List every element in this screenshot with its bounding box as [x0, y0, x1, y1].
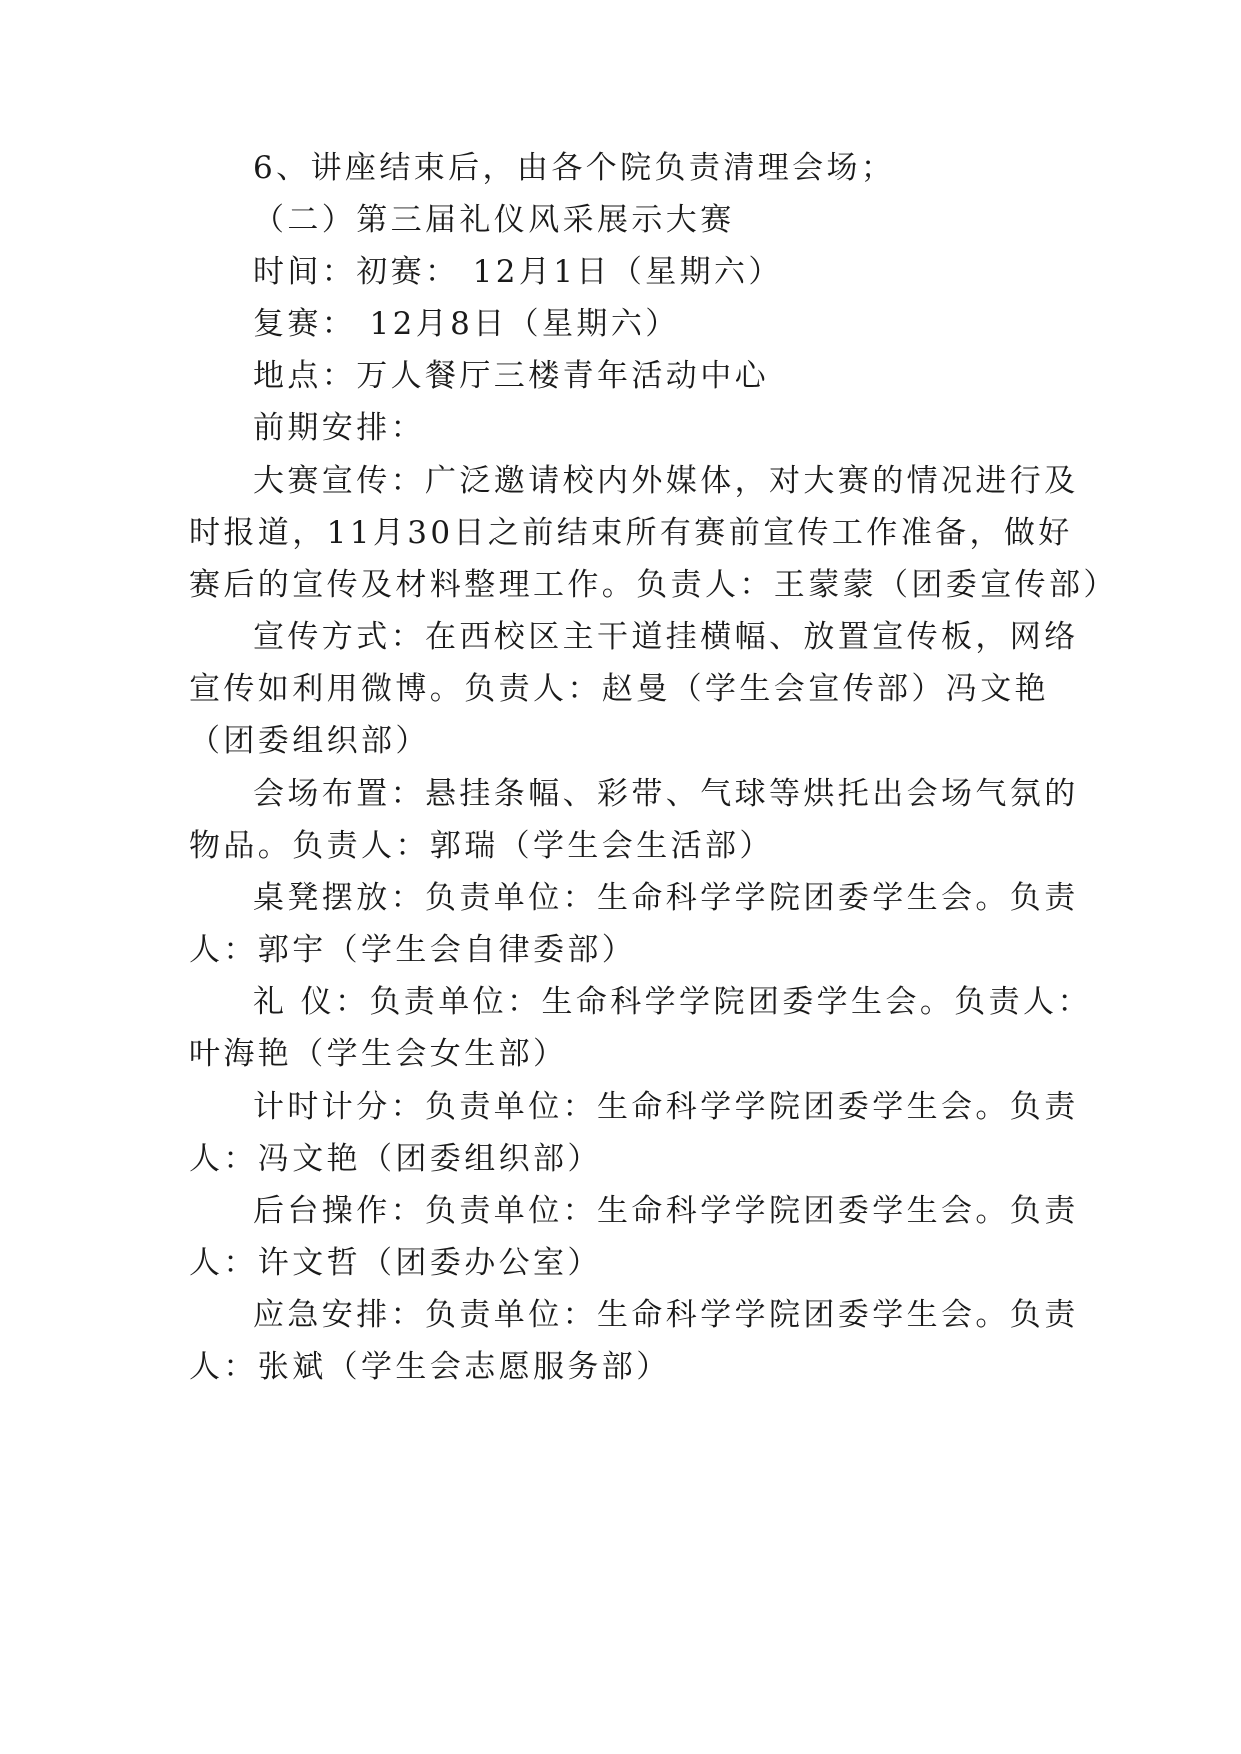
item-6-cleanup: 6、讲座结束后，由各个院负责清理会场； — [253, 150, 896, 186]
etiquette-line-2: 叶海艳（学生会女生部） — [189, 1036, 568, 1072]
furniture-line-1: 桌凳摆放：负责单位：生命科学学院团委学生会。负责 — [253, 880, 1079, 916]
publicity-paragraph-line-3: 赛后的宣传及材料整理工作。负责人：王蒙蒙（团委宣传部） — [189, 567, 1118, 603]
backstage-line-1: 后台操作：负责单位：生命科学学院团委学生会。负责 — [253, 1193, 1079, 1229]
emergency-line-1: 应急安排：负责单位：生命科学学院团委学生会。负责 — [253, 1297, 1079, 1333]
venue: 地点：万人餐厅三楼青年活动中心 — [253, 358, 769, 394]
preliminary-time: 时间：初赛： 12月1日（星期六） — [253, 254, 783, 290]
furniture-line-2: 人：郭宇（学生会自律委部） — [189, 932, 637, 968]
venue-setup-line-1: 会场布置：悬挂条幅、彩带、气球等烘托出会场气氛的 — [253, 776, 1079, 812]
timing-scoring-line-2: 人：冯文艳（团委组织部） — [189, 1141, 602, 1177]
preparation-heading: 前期安排： — [253, 410, 425, 446]
publicity-method-line-3: （团委组织部） — [189, 723, 430, 759]
publicity-method-line-2: 宣传如利用微博。负责人：赵曼（学生会宣传部）冯文艳 — [189, 671, 1049, 707]
venue-setup-line-2: 物品。负责人：郭瑞（学生会生活部） — [189, 828, 774, 864]
semifinal-time: 复赛： 12月8日（星期六） — [253, 306, 680, 342]
publicity-paragraph-line-2: 时报道，11月30日之前结束所有赛前宣传工作准备，做好 — [189, 515, 1073, 551]
emergency-line-2: 人：张斌（学生会志愿服务部） — [189, 1349, 671, 1385]
section-heading-etiquette-contest: （二）第三届礼仪风采展示大赛 — [253, 202, 735, 238]
etiquette-line-1: 礼 仪：负责单位：生命科学学院团委学生会。负责人： — [253, 984, 1092, 1020]
publicity-method-line-1: 宣传方式：在西校区主干道挂横幅、放置宣传板，网络 — [253, 619, 1079, 655]
publicity-paragraph-line-1: 大赛宣传：广泛邀请校内外媒体，对大赛的情况进行及 — [253, 463, 1079, 499]
backstage-line-2: 人：许文哲（团委办公室） — [189, 1245, 602, 1281]
timing-scoring-line-1: 计时计分：负责单位：生命科学学院团委学生会。负责 — [253, 1089, 1079, 1125]
